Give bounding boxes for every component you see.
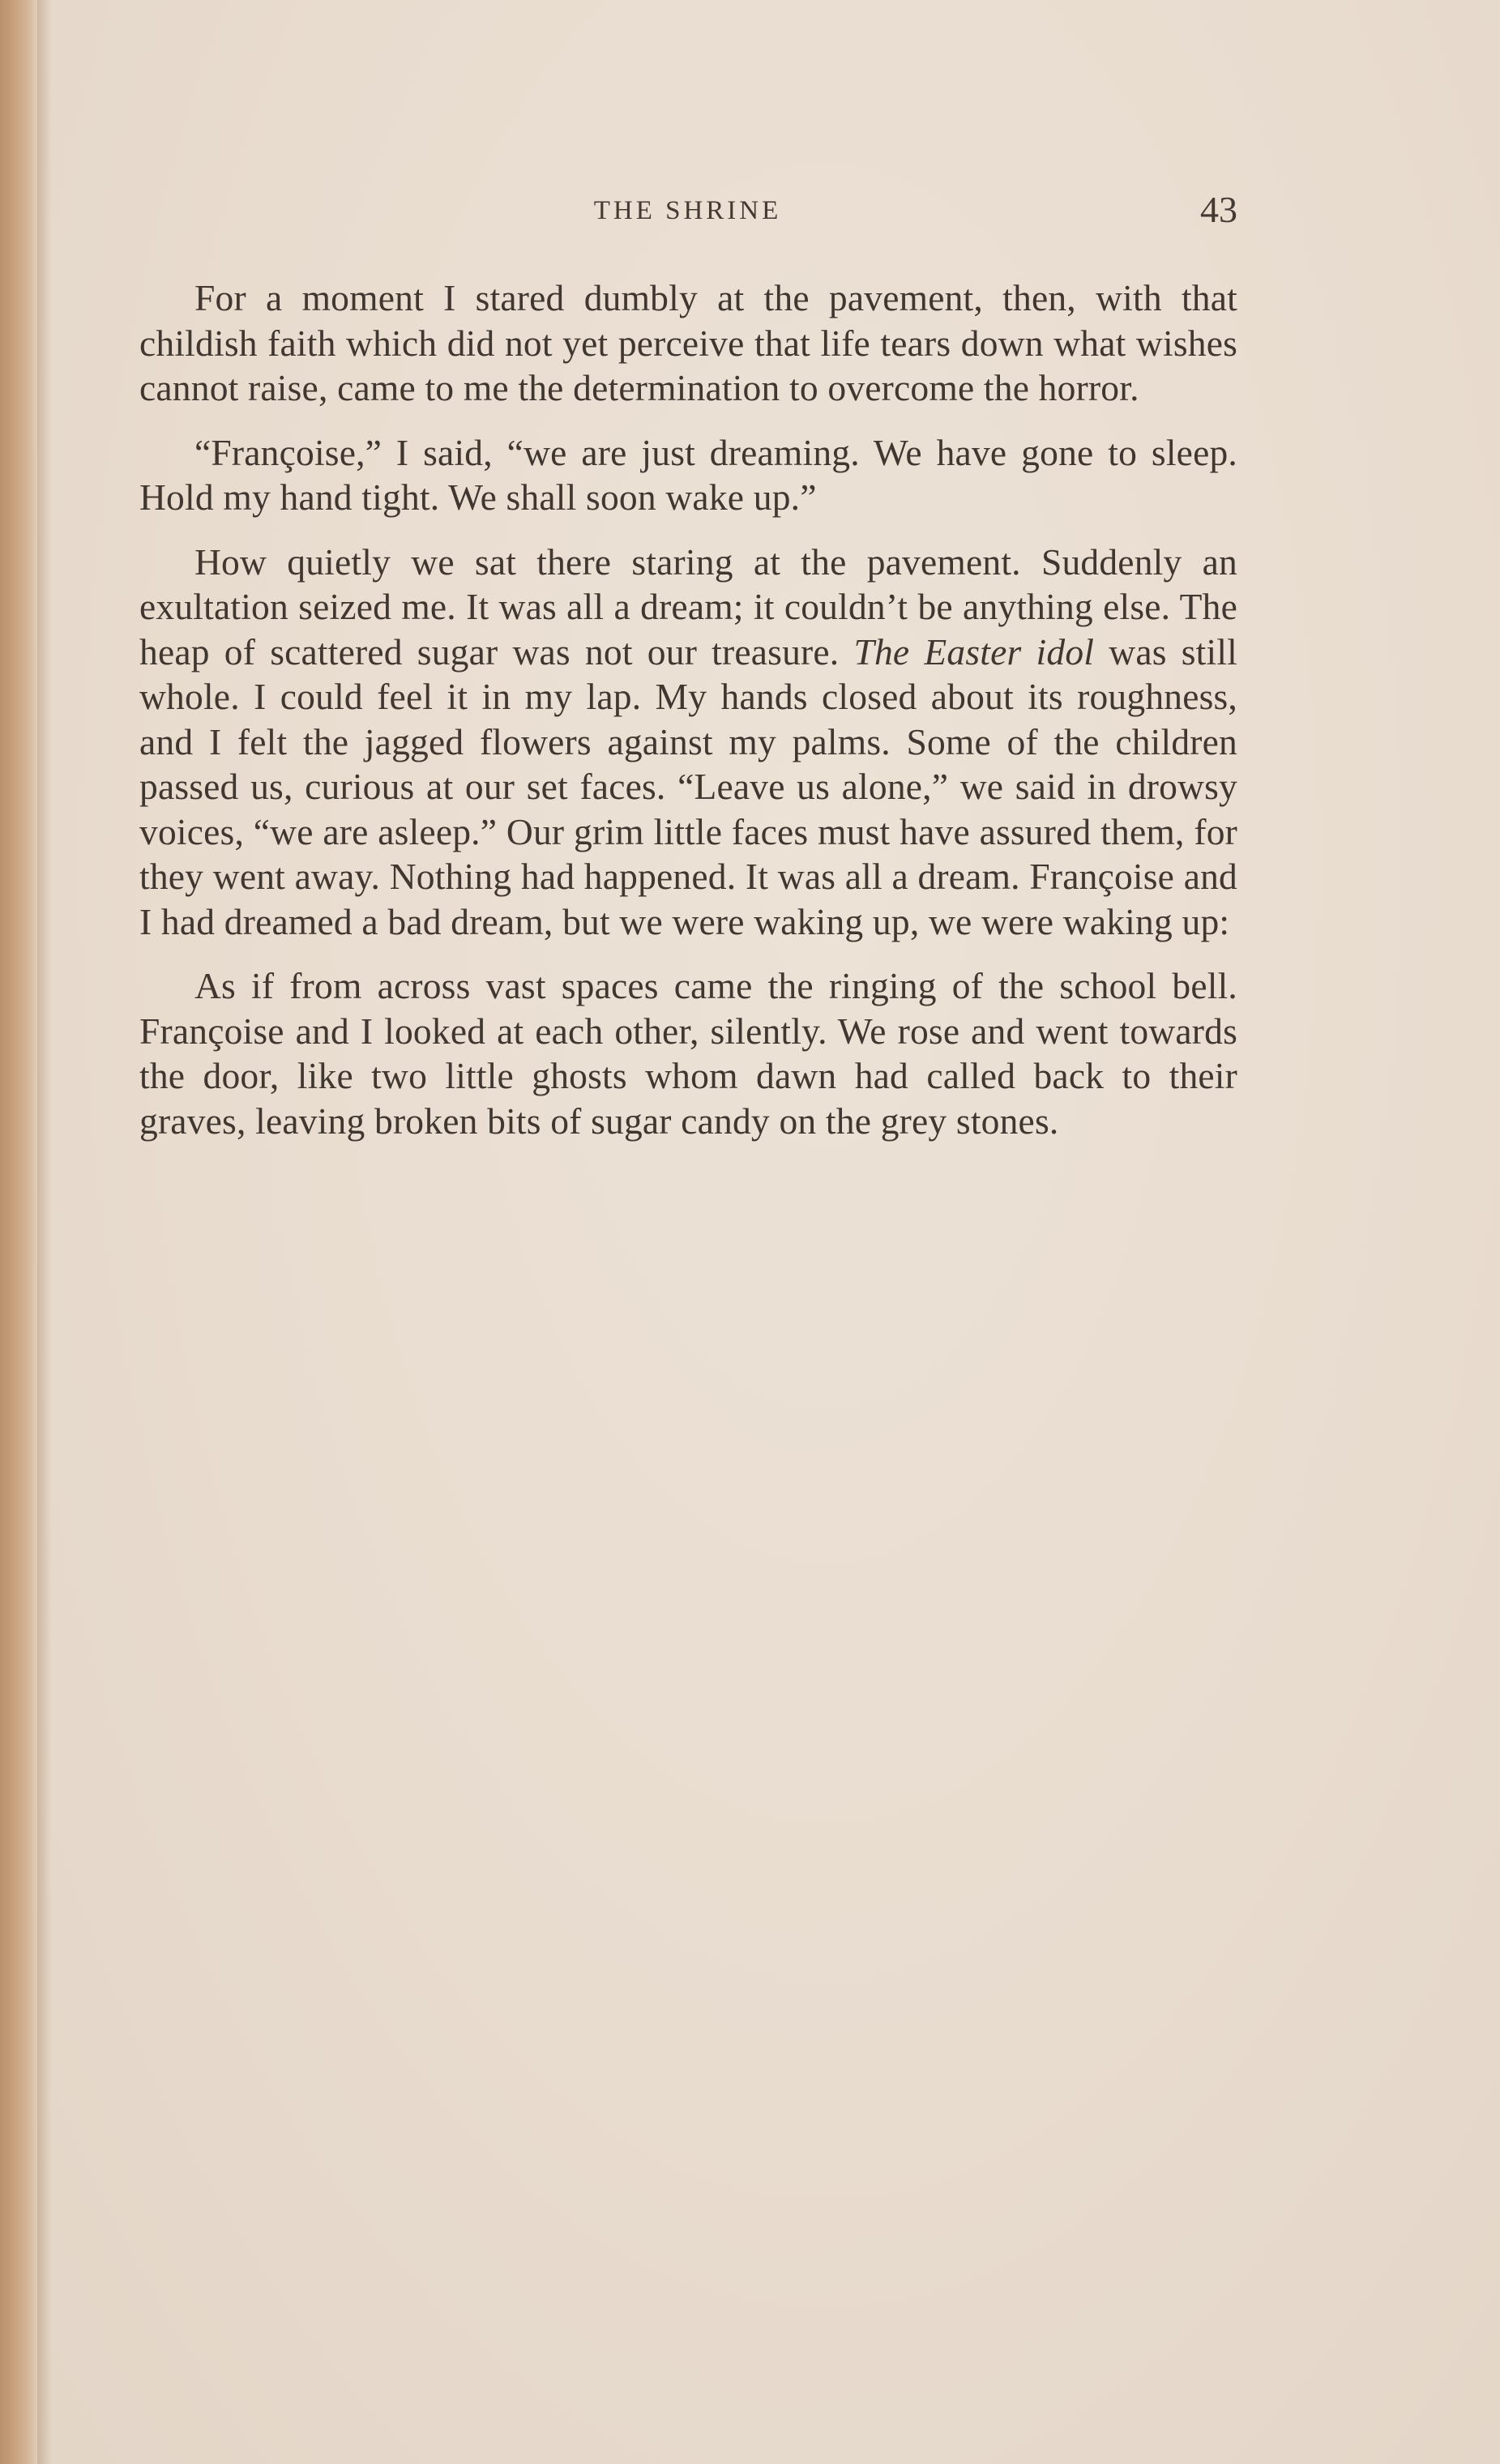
paragraph-3-text-before: How quietly we sat there staring at the pavement. Suddenly an exultation seized me. It was all a dream; it couldn’t be anything else. The heap of scattered sugar was not our treasure. — [139, 540, 1237, 673]
running-head — [138, 185, 1237, 241]
paragraph-3-text-after: was still whole. I could feel it in my lap. My hands closed about its roughness, and I felt the jagged flowers against my palms. Some of the children passed us, curious at our set faces. “Leave us alone,” we said in drowsy voices, “we are asleep.” Our grim little faces must have assured them, for they went away. Nothing had happened. It was all a dream. Françoise and I had dreamed a bad dream, but we were waking up, we were waking up: — [139, 630, 1238, 942]
paragraph-4: As if from across vast spaces came the ringing of the school bell. Françoise and I looked at each other, silently. We rose and went towards the door, like two little ghosts whom dawn had called back to their graves, leaving broken bits of sugar candy on the grey stones. — [139, 965, 1237, 1142]
binding-shadow — [37, 0, 52, 2464]
italic-phrase: The Easter idol — [853, 630, 1095, 673]
paragraph-2: “Françoise,” I said, “we are just dreaming. We have gone to sleep. Hold my hand tight. We shall soon wake up.” — [139, 431, 1237, 518]
page-number: 43 — [1200, 189, 1237, 230]
paragraph-3 — [139, 540, 1237, 945]
book-binding-edge — [0, 0, 37, 2464]
body-text — [139, 275, 1237, 1163]
running-title: THE SHRINE — [593, 196, 782, 225]
paragraph-1: For a moment I stared dumbly at the pavement, then, with that childish faith which did not yet perceive that life tears down what wishes cannot raise, came to me the determination to overcome the horror. — [139, 277, 1237, 408]
